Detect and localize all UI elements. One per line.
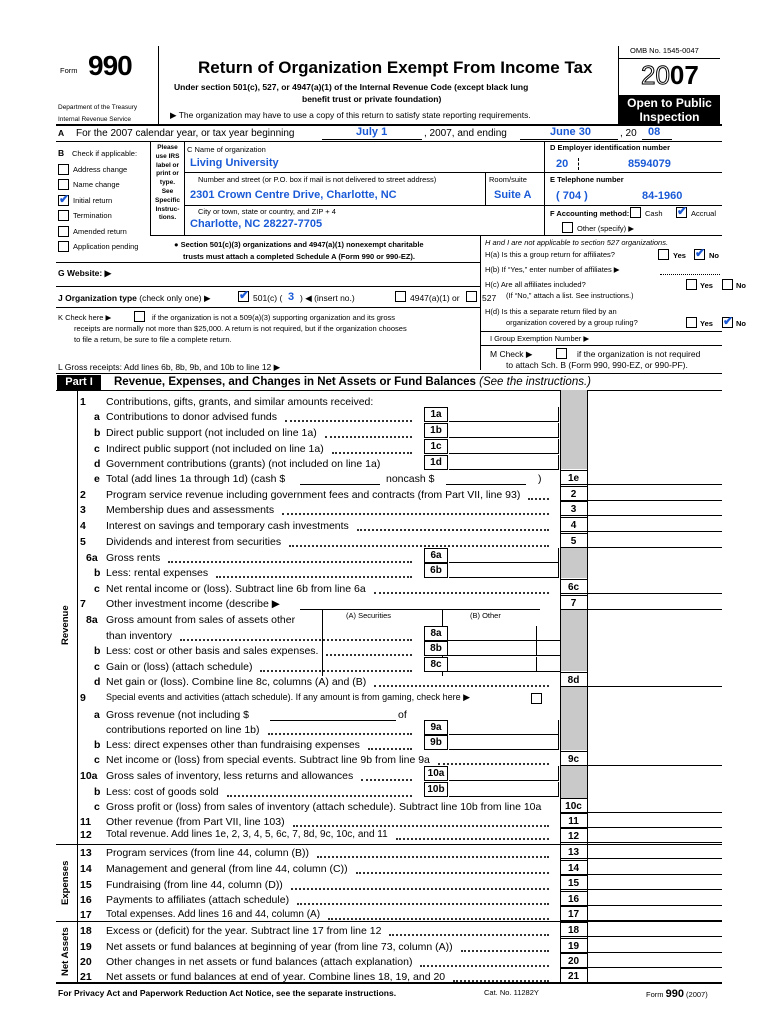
line-a-text: For the 2007 calendar year, or tax year beginning bbox=[76, 128, 295, 139]
accounting-method-label: F Accounting method: bbox=[550, 209, 630, 218]
please-word: print or bbox=[156, 170, 179, 178]
line-number: 14 bbox=[80, 863, 92, 875]
city-label: City or town, state or country, and ZIP + 4 bbox=[198, 207, 336, 216]
tax-year-end[interactable]: June 30 bbox=[550, 126, 591, 138]
line-text-2: noncash $ bbox=[386, 473, 435, 485]
line-text: Less: direct expenses other than fundraising expenses bbox=[106, 739, 360, 751]
label-amended-return: Amended return bbox=[73, 227, 127, 236]
label-initial-return: Initial return bbox=[73, 196, 113, 205]
line-number: b bbox=[94, 739, 101, 751]
sec501-text-1: ● Section 501(c)(3) organizations and 4947(a)(1) nonexempt charitable bbox=[174, 240, 424, 249]
tax-year: 2007 bbox=[641, 60, 699, 90]
label-termination: Termination bbox=[73, 211, 112, 220]
col-b-header: (B) Other bbox=[470, 611, 501, 620]
hc-yes-label: Yes bbox=[700, 281, 713, 290]
line-number: 20 bbox=[80, 956, 92, 968]
4947-label: 4947(a)(1) or bbox=[410, 293, 460, 303]
527-checkbox[interactable] bbox=[466, 291, 477, 302]
line-text: than inventory bbox=[106, 630, 172, 642]
gross-receipts-label: L Gross receipts: Add lines 6b, 8b, 9b, and 10b to line 12 ▶ bbox=[58, 362, 281, 372]
dot-leader bbox=[260, 670, 412, 672]
subtitle-1: Under section 501(c), 527, or 4947(a)(1) of the Internal Revenue Code (except black lung bbox=[174, 82, 529, 92]
line-text: Net gain or (loss). Combine line 8c, columns (A) and (B) bbox=[106, 676, 367, 688]
line-number: 7 bbox=[80, 598, 86, 610]
box-6b: 6b bbox=[424, 563, 448, 578]
checkbox-name-change[interactable] bbox=[58, 179, 69, 190]
line-text: Total (add lines 1a through 1d) (cash $ bbox=[106, 473, 286, 485]
line-number: 3 bbox=[80, 504, 86, 516]
dot-leader bbox=[317, 856, 549, 858]
line-number: c bbox=[94, 583, 100, 595]
line-text: Gross profit or (loss) from sales of inventory (attach schedule). Subtract line 10b from line 10a bbox=[106, 801, 542, 813]
line-number: b bbox=[94, 645, 101, 657]
line-number: 15 bbox=[80, 879, 92, 891]
line-text: Government contributions (grants) (not included on line 1a) bbox=[106, 458, 381, 470]
box-8b: 8b bbox=[424, 641, 448, 656]
amount-field-10b[interactable] bbox=[449, 782, 559, 797]
line-text: Total expenses. Add lines 16 and 44, column (A) bbox=[106, 909, 321, 920]
line-text-3: ) bbox=[538, 473, 542, 485]
gaming-checkbox[interactable] bbox=[531, 693, 542, 704]
line-text: Net rental income or (loss). Subtract line 6b from line 6a bbox=[106, 583, 366, 595]
line-text: Payments to affiliates (attach schedule) bbox=[106, 894, 290, 906]
checkbox-initial-return[interactable] bbox=[58, 195, 69, 206]
line-number: c bbox=[94, 801, 100, 813]
box-10b: 10b bbox=[424, 782, 448, 797]
part-i-title: Revenue, Expenses, and Changes in Net Assets or Fund Balances (See the instructions.) bbox=[114, 376, 591, 388]
checkbox-amended-return[interactable] bbox=[58, 226, 69, 237]
line-box-16: 16 bbox=[560, 891, 587, 906]
open-to-public-badge: Open to Public Inspection bbox=[619, 95, 720, 125]
phone-number[interactable]: 84-1960 bbox=[642, 190, 683, 202]
irs: Internal Revenue Service bbox=[58, 116, 131, 123]
dot-leader bbox=[361, 779, 412, 781]
dot-leader bbox=[168, 561, 412, 563]
line-number: 11 bbox=[80, 816, 92, 828]
dot-leader bbox=[282, 513, 549, 515]
telephone-label: E Telephone number bbox=[550, 175, 624, 184]
other-method-label: Other (specify) ▶ bbox=[577, 224, 635, 233]
line-number: d bbox=[94, 458, 101, 470]
line-box-17: 17 bbox=[560, 906, 587, 921]
amount-field-1d[interactable] bbox=[449, 455, 559, 470]
amount-field-1a[interactable] bbox=[449, 407, 559, 422]
ha-text: H(a) Is this a group return for affiliates? bbox=[485, 250, 615, 259]
line-number: 10a bbox=[80, 770, 98, 782]
dot-leader bbox=[216, 576, 412, 578]
line-text: Indirect public support (not included on line 1a) bbox=[106, 443, 324, 455]
amount-field-13[interactable] bbox=[588, 844, 722, 859]
dot-leader bbox=[420, 965, 549, 967]
box-6a: 6a bbox=[424, 548, 448, 563]
amount-field-8b-b[interactable] bbox=[443, 641, 560, 656]
col-a-header: (A) Securities bbox=[346, 611, 392, 620]
accrual-label: Accrual bbox=[691, 209, 717, 218]
privacy-notice: For Privacy Act and Paperwork Reduction Act Notice, see the separate instructions. bbox=[58, 988, 397, 998]
501c-checkbox[interactable] bbox=[238, 291, 249, 302]
amount-field-9b[interactable] bbox=[449, 735, 559, 750]
m-text-1: M Check ▶ bbox=[490, 349, 533, 359]
k-text-3: to file a return, be sure to file a complete return. bbox=[74, 335, 232, 344]
amount-field-9c[interactable] bbox=[588, 751, 722, 766]
dot-leader bbox=[368, 748, 412, 750]
footer-form-label: Form 990 (2007) bbox=[646, 988, 708, 1000]
dot-leader bbox=[332, 452, 412, 454]
line-box-18: 18 bbox=[560, 922, 587, 937]
amount-field-8a-b[interactable] bbox=[443, 626, 560, 641]
section-b-heading: Check if applicable: bbox=[72, 149, 138, 158]
m-text-1b: if the organization is not required bbox=[577, 349, 701, 359]
street-field[interactable]: 2301 Crown Centre Drive, Charlotte, NC bbox=[190, 189, 397, 201]
cash-label: Cash bbox=[645, 209, 663, 218]
line-number: 21 bbox=[80, 971, 92, 983]
line-text: Less: cost of goods sold bbox=[106, 786, 219, 798]
hc-no-label: No bbox=[736, 281, 746, 290]
line-box-14: 14 bbox=[560, 860, 587, 875]
box-1b: 1b bbox=[424, 423, 448, 438]
amount-field-8c-b[interactable] bbox=[443, 657, 560, 672]
dot-leader bbox=[389, 934, 549, 936]
box-1c: 1c bbox=[424, 439, 448, 454]
checkbox-termination[interactable] bbox=[58, 210, 69, 221]
please-word: label or bbox=[155, 161, 180, 169]
please-word: type. bbox=[159, 179, 176, 187]
line-text: Membership dues and assessments bbox=[106, 504, 275, 516]
line-box-3: 3 bbox=[560, 501, 587, 516]
dot-leader bbox=[528, 498, 549, 500]
line-text: Dividends and interest from securities bbox=[106, 536, 282, 548]
line-text: Net assets or fund balances at end of year. Combine lines 18, 19, and 20 bbox=[106, 971, 446, 983]
line-number: 5 bbox=[80, 536, 86, 548]
line-box-21: 21 bbox=[560, 968, 587, 983]
amount-field-21[interactable] bbox=[588, 968, 722, 983]
line-box-4: 4 bbox=[560, 517, 587, 532]
dot-leader bbox=[357, 529, 549, 531]
please-word: tions. bbox=[158, 214, 177, 222]
ha-no-checkbox[interactable] bbox=[694, 249, 705, 260]
state-instruction: ▶ The organization may have to use a copy of this return to satisfy state reporting requirements. bbox=[170, 110, 531, 120]
line-number: b bbox=[94, 786, 101, 798]
amount-field-20[interactable] bbox=[588, 953, 722, 968]
line-text: Interest on savings and temporary cash investments bbox=[106, 520, 349, 532]
dot-leader bbox=[438, 763, 549, 765]
dot-leader bbox=[325, 436, 412, 438]
subtitle-2: benefit trust or private foundation) bbox=[302, 94, 442, 104]
line-text-2: of bbox=[398, 709, 407, 721]
k-checkbox[interactable] bbox=[134, 311, 145, 322]
line-text: Total revenue. Add lines 1e, 2, 3, 4, 5, 6c, 7, 8d, 9c, 10c, and 11 bbox=[106, 829, 388, 840]
box-8a: 8a bbox=[424, 626, 448, 641]
501c-number[interactable]: 3 bbox=[288, 291, 295, 303]
line-number: c bbox=[94, 661, 100, 673]
amount-field-15[interactable] bbox=[588, 875, 722, 890]
amount-field-19[interactable] bbox=[588, 938, 722, 953]
box-9b: 9b bbox=[424, 735, 448, 750]
line-number: c bbox=[94, 754, 100, 766]
line-text: Gross revenue (not including $ bbox=[106, 709, 249, 721]
amount-field-18[interactable] bbox=[588, 922, 722, 937]
amount-field-10c[interactable] bbox=[588, 798, 722, 813]
line-box-1e: 1e bbox=[560, 470, 587, 485]
box-8c: 8c bbox=[424, 657, 448, 672]
group-exemption-label: I Group Exemption Number ▶ bbox=[490, 334, 590, 343]
hc-no-checkbox[interactable] bbox=[722, 279, 733, 290]
line-a-letter: A bbox=[58, 128, 65, 138]
cash-checkbox[interactable] bbox=[630, 207, 641, 218]
line-number: d bbox=[94, 676, 101, 688]
line-text: Less: rental expenses bbox=[106, 567, 209, 579]
end-year-prefix: , 20 bbox=[620, 128, 637, 139]
line-number: 9 bbox=[80, 692, 86, 704]
tax-year-begin[interactable]: July 1 bbox=[356, 126, 388, 138]
line-box-6c: 6c bbox=[560, 579, 587, 594]
dot-leader bbox=[374, 592, 549, 594]
line-box-12: 12 bbox=[560, 828, 587, 843]
dot-leader bbox=[268, 733, 412, 735]
k-text-2: receipts are normally not more than $25,000. A return is not required, but if the organization chooses bbox=[74, 324, 407, 333]
ein-label: D Employer identification number bbox=[550, 143, 671, 152]
line-box-5: 5 bbox=[560, 533, 587, 548]
dot-leader bbox=[289, 545, 549, 547]
street-label: Number and street (or P.O. box if mail is not delivered to street address) bbox=[198, 175, 437, 184]
line-text: Management and general (from line 44, column (C)) bbox=[106, 863, 348, 875]
amount-field-7[interactable] bbox=[588, 595, 722, 610]
line-text: contributions reported on line 1b) bbox=[106, 724, 260, 736]
accrual-checkbox[interactable] bbox=[676, 207, 687, 218]
amount-field-6b[interactable] bbox=[449, 563, 559, 578]
room-suite-label: Room/suite bbox=[489, 175, 527, 184]
phone-area[interactable]: ( 704 ) bbox=[556, 190, 588, 202]
net-assets-sidebar-label: Net Assets bbox=[60, 927, 71, 976]
hd-yes-label: Yes bbox=[700, 319, 713, 328]
schedule-b-checkbox[interactable] bbox=[556, 348, 567, 359]
sec501-text-2: trusts must attach a completed Schedule A (Form 990 or 990-EZ). bbox=[183, 252, 416, 261]
checkbox-application-pending[interactable] bbox=[58, 241, 69, 252]
ein-prefix[interactable]: 20 bbox=[556, 158, 569, 170]
please-word: See bbox=[161, 187, 174, 195]
box-1d: 1d bbox=[424, 455, 448, 470]
line-number: 6a bbox=[86, 552, 98, 564]
line-box-13: 13 bbox=[560, 844, 587, 859]
hb-text: H(b) If “Yes,” enter number of affiliates ▶ bbox=[485, 265, 620, 274]
dept-treasury: Department of the Treasury bbox=[58, 104, 138, 111]
line-text: Other changes in net assets or fund balances (attach explanation) bbox=[106, 956, 413, 968]
hd-yes-checkbox[interactable] bbox=[686, 317, 697, 328]
line-a-mid: , 2007, and ending bbox=[424, 128, 507, 139]
amount-field-4[interactable] bbox=[588, 517, 722, 532]
omb-number: OMB No. 1545-0047 bbox=[630, 46, 699, 55]
line-number: c bbox=[94, 443, 100, 455]
amount-field-8d[interactable] bbox=[588, 672, 722, 687]
dot-leader bbox=[227, 795, 412, 797]
dot-leader bbox=[297, 903, 549, 905]
line-number: 17 bbox=[80, 909, 92, 921]
line-text: Gain or (loss) (attach schedule) bbox=[106, 661, 253, 673]
line-box-2: 2 bbox=[560, 486, 587, 501]
line-number: b bbox=[94, 427, 101, 439]
line-number: 18 bbox=[80, 925, 92, 937]
dot-leader bbox=[293, 825, 549, 827]
org-name-field[interactable]: Living University bbox=[190, 157, 279, 169]
dot-leader bbox=[374, 685, 549, 687]
website-label: G Website: ▶ bbox=[58, 268, 112, 278]
k-text-1: if the organization is not a 509(a)(3) supporting organization and its gross bbox=[152, 313, 396, 322]
amount-field-5[interactable] bbox=[588, 533, 722, 548]
suite-field[interactable]: Suite A bbox=[494, 189, 532, 201]
line-number: e bbox=[94, 473, 100, 485]
amount-field-2[interactable] bbox=[588, 486, 722, 501]
line-box-7: 7 bbox=[560, 595, 587, 610]
line-number: b bbox=[94, 567, 101, 579]
expenses-sidebar-label: Expenses bbox=[60, 860, 71, 905]
cat-number: Cat. No. 11282Y bbox=[484, 988, 539, 997]
line-text: Fundraising (from line 44, column (D)) bbox=[106, 879, 283, 891]
dot-leader bbox=[328, 918, 549, 920]
form-word: Form bbox=[60, 66, 78, 75]
other-method-checkbox[interactable] bbox=[562, 222, 573, 233]
hd-no-checkbox[interactable] bbox=[722, 317, 733, 328]
line-number: 1 bbox=[80, 396, 86, 408]
org-type-label: J Organization type (check only one) ▶ bbox=[58, 293, 211, 303]
line-text: Program services (from line 44, column (B)) bbox=[106, 847, 310, 859]
dot-leader bbox=[291, 888, 549, 890]
hc-yes-checkbox[interactable] bbox=[686, 279, 697, 290]
line-text: Other investment income (describe ▶ bbox=[106, 598, 280, 610]
section-b-letter: B bbox=[58, 148, 65, 158]
line-number: 13 bbox=[80, 847, 92, 859]
amount-field-3[interactable] bbox=[588, 501, 722, 516]
line-number: 2 bbox=[80, 489, 86, 501]
line-text: Special events and activities (attach schedule). If any amount is from gaming, check here ▶ bbox=[106, 692, 471, 702]
label-name-change: Name change bbox=[73, 180, 120, 189]
form-title: Return of Organization Exempt From Income Tax bbox=[198, 58, 593, 77]
hc-text-1: H(c) Are all affiliates included? bbox=[485, 280, 586, 289]
line-text: Program service revenue including government fees and contracts (from Part VII, line 93) bbox=[106, 489, 521, 501]
label-address-change: Address change bbox=[73, 165, 128, 174]
ha-yes-checkbox[interactable] bbox=[658, 249, 669, 260]
ein-number[interactable]: 8594079 bbox=[628, 158, 671, 170]
please-label-column bbox=[151, 144, 184, 223]
line-box-10c: 10c bbox=[560, 798, 587, 813]
amount-field-17[interactable] bbox=[588, 906, 722, 921]
box-10a: 10a bbox=[424, 766, 448, 781]
h-intro: H and I are not applicable to section 527 organizations. bbox=[485, 238, 669, 247]
line-text: Gross amount from sales of assets other bbox=[106, 614, 296, 626]
amount-field-1c[interactable] bbox=[449, 439, 559, 454]
line-box-11: 11 bbox=[560, 813, 587, 828]
dot-leader bbox=[326, 654, 412, 656]
line-number: 4 bbox=[80, 520, 86, 532]
please-word: Specific bbox=[155, 196, 180, 204]
line-text: Net assets or fund balances at beginning of year (from line 73, column (A)) bbox=[106, 941, 453, 953]
dot-leader bbox=[180, 639, 412, 641]
amount-field-12[interactable] bbox=[588, 828, 722, 843]
k-check-label: K Check here ▶ bbox=[58, 313, 112, 322]
line-text: Excess or (deficit) for the year. Subtract line 17 from line 12 bbox=[106, 925, 382, 937]
org-name-label: C Name of organization bbox=[187, 145, 266, 154]
hd-text-2: organization covered by a group ruling? bbox=[506, 318, 638, 327]
line-text: Net income or (loss) from special events. Subtract line 9b from line 9a bbox=[106, 754, 430, 766]
amount-field-9a[interactable] bbox=[449, 720, 559, 735]
line-box-9c: 9c bbox=[560, 751, 587, 766]
please-word: Instruc- bbox=[155, 205, 180, 213]
dot-leader bbox=[461, 950, 549, 952]
line-text: Gross sales of inventory, less returns and allowances bbox=[106, 770, 354, 782]
hd-no-label: No bbox=[736, 319, 746, 328]
hd-text-1: H(d) Is this a separate return filed by an bbox=[485, 307, 617, 316]
dot-leader bbox=[396, 838, 549, 840]
part-i-badge: Part I bbox=[57, 375, 101, 390]
box-1a: 1a bbox=[424, 407, 448, 422]
end-year[interactable]: 08 bbox=[648, 126, 661, 138]
line-number: a bbox=[94, 709, 100, 721]
box-9a: 9a bbox=[424, 720, 448, 735]
please-word: Please bbox=[157, 144, 178, 151]
line-text: Direct public support (not included on line 1a) bbox=[106, 427, 317, 439]
527-label: 527 bbox=[482, 293, 497, 303]
dot-leader bbox=[453, 980, 549, 982]
501c-suffix: ) ◀ (insert no.) bbox=[300, 293, 355, 303]
city-field[interactable]: Charlotte, NC 28227-7705 bbox=[190, 218, 323, 230]
501c-label: 501(c) ( bbox=[253, 293, 283, 303]
m-text-2: to attach Sch. B (Form 990, 990-EZ, or 990-PF). bbox=[506, 360, 688, 370]
please-word: use IRS bbox=[155, 152, 180, 160]
line-box-8d: 8d bbox=[560, 672, 587, 687]
line-box-15: 15 bbox=[560, 875, 587, 890]
dot-leader bbox=[356, 872, 549, 874]
amount-field-6c[interactable] bbox=[588, 579, 722, 594]
label-application-pending: Application pending bbox=[73, 242, 139, 251]
line-text: Contributions, gifts, grants, and similar amounts received: bbox=[106, 396, 374, 408]
form-number: 990 bbox=[88, 50, 132, 81]
revenue-sidebar-label: Revenue bbox=[60, 605, 71, 645]
line-number: a bbox=[94, 411, 100, 423]
hc-text-2: (If “No,” attach a list. See instructions.) bbox=[506, 291, 634, 300]
line-text: Other revenue (from Part VII, line 103) bbox=[106, 816, 285, 828]
amount-field-6a[interactable] bbox=[449, 548, 559, 563]
line-text: Less: cost or other basis and sales expenses. bbox=[106, 645, 319, 657]
ha-yes-label: Yes bbox=[673, 251, 686, 260]
amount-field-1e[interactable] bbox=[588, 470, 722, 485]
amount-field-10a[interactable] bbox=[449, 766, 559, 781]
line-number: 12 bbox=[80, 829, 92, 841]
line-number: 16 bbox=[80, 894, 92, 906]
line-text: Gross rents bbox=[106, 552, 161, 564]
amount-field-14[interactable] bbox=[588, 860, 722, 875]
amount-field-16[interactable] bbox=[588, 891, 722, 906]
checkbox-address-change[interactable] bbox=[58, 164, 69, 175]
ha-no-label: No bbox=[709, 251, 719, 260]
4947-checkbox[interactable] bbox=[395, 291, 406, 302]
line-text: Contributions to donor advised funds bbox=[106, 411, 278, 423]
amount-field-1b[interactable] bbox=[449, 423, 559, 438]
amount-field-11[interactable] bbox=[588, 813, 722, 828]
dot-leader bbox=[285, 420, 412, 422]
line-number: 19 bbox=[80, 941, 92, 953]
line-box-20: 20 bbox=[560, 953, 587, 968]
line-number: 8a bbox=[86, 614, 98, 626]
line-box-19: 19 bbox=[560, 938, 587, 953]
